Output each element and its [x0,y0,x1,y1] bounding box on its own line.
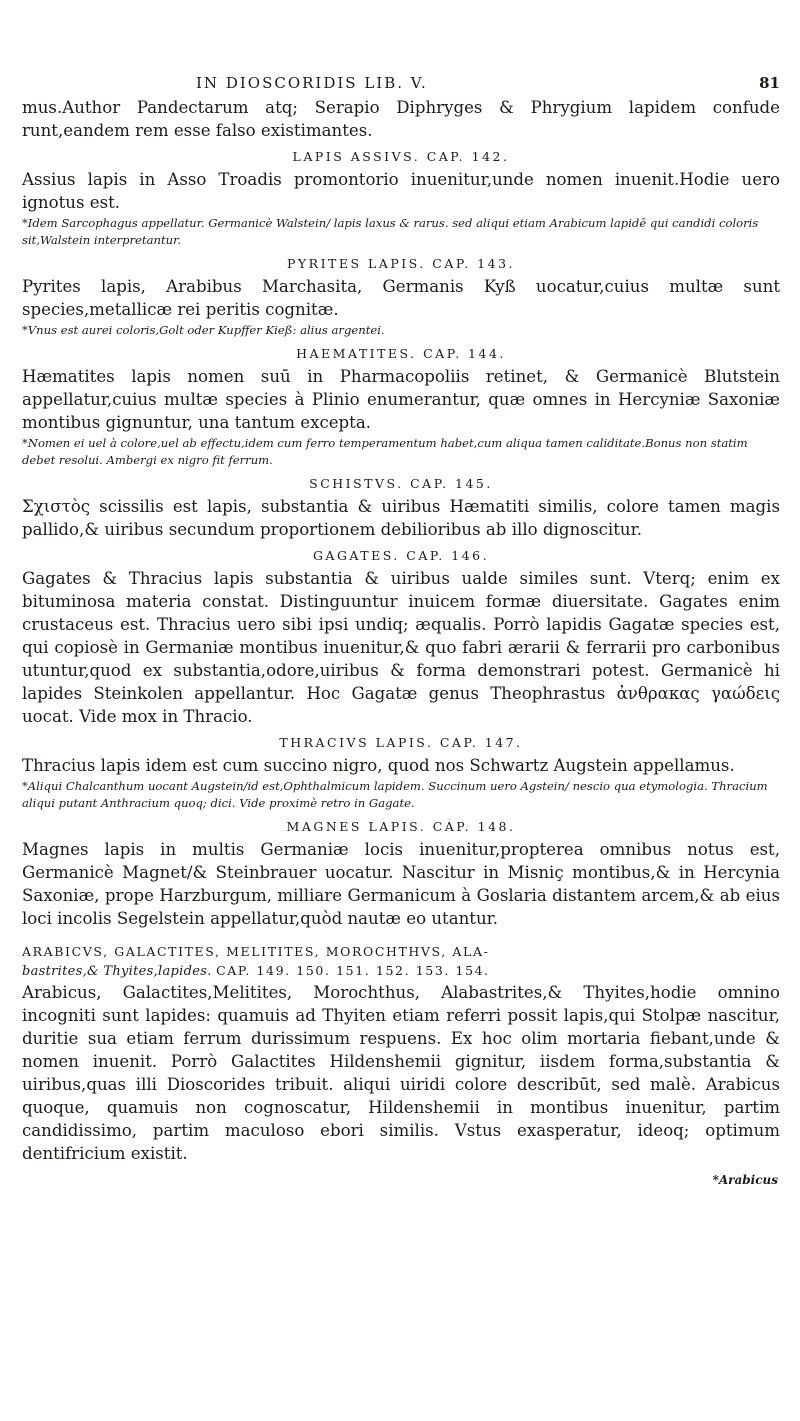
paragraph: Magnes lapis in multis Germaniæ locis inuenitur,propterea omnibus notus est, Germanicè Magnet/& Steinbrauer uocatur. Nascitur in Misniç montibus,& in Hercynia Saxoniæ, prope Harzburgum, milliare Germanicum à Goslaria distantem arcem,& ab eius loci incolis Segelstein appellatur,quòd nautæ eo utantur. [22,840,780,928]
chapter-heading-subtitle: bastrites,& Thyites,lapides. [22,964,217,979]
chapter-heading: GAGATES. CAP. 146. [312,548,490,563]
chapter-heading: THRACIVS LAPIS. CAP. 147. [279,735,523,750]
annotation-note: *Nomen ei uel à colore,uel ab effectu,idem cum ferro temperamentum habet,cum aliqua tamen caliditate.Bonus non statim debet resolui. Ambergi ex nigro fit ferrum. [22,436,748,467]
chapter-heading-line: ARABICVS, GALACTITES, MELITITES, MOROCHTHVS, ALA- [22,944,490,959]
paragraph: Gagates & Thracius lapis substantia & uiribus ualde similes sunt. Vterq; enim ex bituminosa materia constat. Distinguuntur inuicem formæ diuersitate. Gagates enim crustaceus est. Thracius uero sibi ipsi undiq; æqualis. Porrò lapidis Gagatæ species est, qui copiosè in Germaniæ montibus inuenitur,& quo fabri ærarii & ferrarii pro carbonibus utuntur,quod ex substantia,odore,uiribus & forma demonstrari potest. Germanicè hi lapides Steinkolen appellantur. Hoc Gagatæ genus Theophrastus ἀνθρακας γαώδεις uocat. Vide mox in Thracio. [22,569,780,726]
paragraph: Arabicus, Galactites,Melitites, Morochthus, Alabastrites,& Thyites,hodie omnino incogniti sunt lapides: quamuis ad Thyiten etiam referri possit lapis,qui Stolpæ nascitur, duritie sua etiam ferrum durissimum respuens. Ex hoc olim mortaria fiebant,unde & nomen inuenit. Porrò Galactites Hildenshemii gignitur, iisdem forma,substantia & uiribus,quas illi Dioscorides tribuit. aliqui uiridi colore describūt, sed malè. Arabicus quoque, quamuis non cognoscatur, Hildenshemii in montibus inuenitur, partim candidissimo, partim maculoso ebori similis. Vstus exasperatur, ideoq; optimum dentifricium existit. [22,983,780,1163]
annotation-note: *Vnus est aurei coloris,Golt oder Kupffer Kieß: alius argentei. [22,323,385,337]
paragraph: Σχιστὸς scissilis est lapis, substantia & uiribus Hæmatiti similis, colore tamen magis pallido,& uiribus secundum proportionem debilioribus ab illo dignoscitur. [22,497,780,539]
paragraph: Hæmatites lapis nomen suū in Pharmacopoliis retinet, & Germanicè Blutstein appellatur,cuius multæ species à Plinio enumerantur, quæ omnes in Hercyniæ Saxoniæ montibus gignuntur, una tantum excepta. [22,367,780,432]
running-head [0,74,800,96]
running-head-title: IN DIOSCORIDIS LIB. V. [196,74,428,92]
paragraph: Pyrites lapis, Arabibus Marchasita, Germanis Kyß uocatur,cuius multæ sunt species,metallicæ rei peritis cognitæ. [22,277,780,319]
chapter-heading: HAEMATITES. CAP. 144. [296,346,506,361]
chapter-heading: PYRITES LAPIS. CAP. 143. [287,256,515,271]
body-text [22,96,780,1187]
chapter-heading-cap: CAP. 149. 150. 151. 152. 153. 154. [216,963,490,978]
chapter-heading [22,942,780,981]
chapter-heading: MAGNES LAPIS. CAP. 148. [286,819,516,834]
chapter-heading: LAPIS ASSIVS. CAP. 142. [292,149,510,164]
chapter-heading: SCHISTVS. CAP. 145. [309,476,493,491]
annotation-note: *Idem Sarcophagus appellatur. Germanicè Walstein/ lapis laxus & rarus. sed aliqui etiam Arabicum lapidē qui candidi coloris sit,Walstein interpretantur. [22,216,759,247]
paragraph: Thracius lapis idem est cum succino nigro, quod nos Schwartz Augstein appellamus. [22,756,735,775]
catchword: *Arabicus [712,1173,778,1187]
page-number: 81 [759,74,780,92]
annotation-note: *Aliqui Chalcanthum uocant Augstein/id est,Ophthalmicum lapidem. Succinum uero Agstein/ nescio qua etymologia. Thracium aliqui putant Anthracium quoq; dici. Vide proximè retro in Gagate. [22,779,768,810]
paragraph: mus.Author Pandectarum atq; Serapio Diphryges & Phrygium lapidem confude runt,eandem rem esse falso existimantes. [22,98,780,140]
paragraph: Assius lapis in Asso Troadis promontorio inuenitur,unde nomen inuenit.Hodie uero ignotus est. [22,170,780,212]
